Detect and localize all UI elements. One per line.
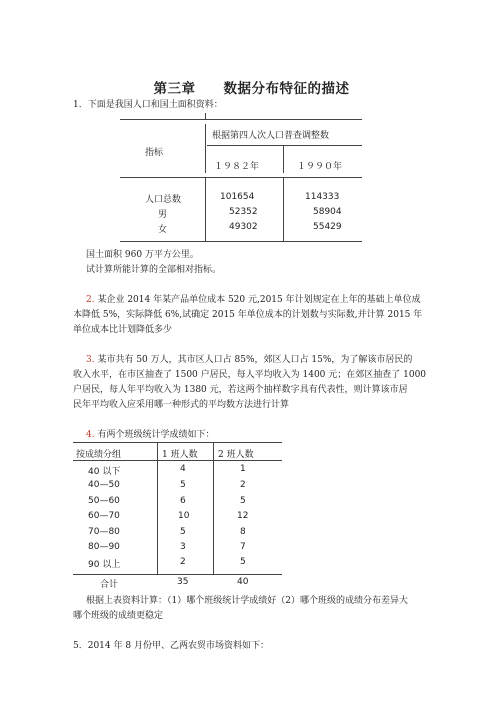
row-value: 55429 [313,222,342,232]
indicator-header: 指标 [145,148,164,158]
class2-total: 40 [237,577,249,587]
grades-divider-2 [213,442,214,574]
class1-count: 2 [180,557,186,567]
grade-group: 60—70 [88,511,120,521]
header-bottom-rule [120,177,362,178]
table-tick [205,113,206,119]
grade-group: 40 以下 [88,467,121,477]
class2-count: 5 [240,496,246,506]
q4-number: 4. [86,430,95,440]
q3-line-3: 户居民，每人年平均收入为 1380 元，若这两个抽样数字具有代表性，则计算该市居 [73,385,408,395]
grade-group: 50—60 [88,496,120,506]
q2-number: 2. [86,295,95,305]
row-value: 114333 [305,192,340,202]
grade-group: 40—50 [88,480,120,490]
row-value: 101654 [220,192,255,202]
grades-total-rule [73,574,282,575]
class2-count: 1 [240,464,246,474]
grades-header-rule [73,460,282,461]
q4-intro: 4. 有两个班级统计学成绩如下： [86,430,215,440]
year-1982: １９８２年 [214,162,260,172]
row-label: 人口总数 [145,195,182,205]
q4-after-1: 根据上表资料计算：（1）哪个班级统计学成绩好（2）哪个班级的成绩分布差异大 [86,596,408,606]
q3-line-2: 收入水平，在市区抽查了 1500 户居民，每人平均收入为 1400 元；在郊区抽查了 1000 [73,370,427,380]
q2-line-3: 单位成本比计划降低多少 [73,325,173,335]
q3-line-4: 民年平均收入应采用哪一种形式的平均数方法进行计算 [73,400,290,410]
row-value: 52352 [229,207,258,217]
header-rule [207,145,362,146]
body-divider-2 [283,177,284,241]
grade-group: 90 以上 [88,560,121,570]
year-divider [283,145,284,173]
grades-header: 按成绩分组 [76,450,122,460]
grade-group: 80—90 [88,542,120,552]
grade-group: 70—80 [88,527,120,537]
class2-count: 12 [237,511,249,521]
table-bottom-rule [120,241,362,242]
total-label: 合计 [100,580,119,590]
class2-count: 7 [240,542,246,552]
table-top-rule [120,119,362,120]
class1-count: 4 [180,464,186,474]
q3-line-1: 3. 某市共有 50 万人，其市区人口占 85%，郊区人口占 15%，为了解该市居民的 [86,355,413,365]
row-value: 58904 [313,207,342,217]
q1-note-task: 试计算所能计算的全部相对指标。 [86,265,222,275]
q4-after-2: 哪个班级的成绩更稳定 [73,611,164,621]
q5-text: 5．2014 年 8 月份甲、乙两农贸市场资料如下： [73,641,269,651]
q1-note-area: 国土面积 960 万平方公里。 [86,250,199,260]
class2-count: 8 [240,527,246,537]
census-header: 根据第四人次人口普查调整数 [212,131,330,141]
class1-total: 35 [177,577,189,587]
row-label: 女 [158,225,168,235]
class1-count: 10 [178,511,190,521]
grades-divider-1 [157,442,158,574]
row-value: 49302 [229,222,258,232]
q1-text: 1．下面是我国人口和国土面积资料： [73,100,223,110]
class1-count: 3 [180,542,186,552]
grades-header: 2 班人数 [218,450,254,460]
page-title: 第三章 数据分布特征的描述 [153,81,350,97]
body-divider-1 [205,177,206,241]
grades-header: 1 班人数 [162,450,198,460]
table-divider [205,124,206,173]
class1-count: 5 [180,527,186,537]
grades-top-rule [73,442,282,443]
class2-count: 2 [240,480,246,490]
class1-count: 6 [180,496,186,506]
class1-count: 5 [180,480,186,490]
q2-line-1: 2. 某企业 2014 年某产品单位成本 520 元,2015 年计划规定在上年的基础上单位成 [86,295,421,305]
q2-line-2: 本降低 5%，实际降低 6%,试确定 2015 年单位成本的计划数与实际数,并计算 2015 年 [73,310,423,320]
year-1990: １９９０年 [297,162,343,172]
class2-count: 5 [240,557,246,567]
q3-number: 3. [86,355,95,365]
row-label: 男 [158,210,168,220]
